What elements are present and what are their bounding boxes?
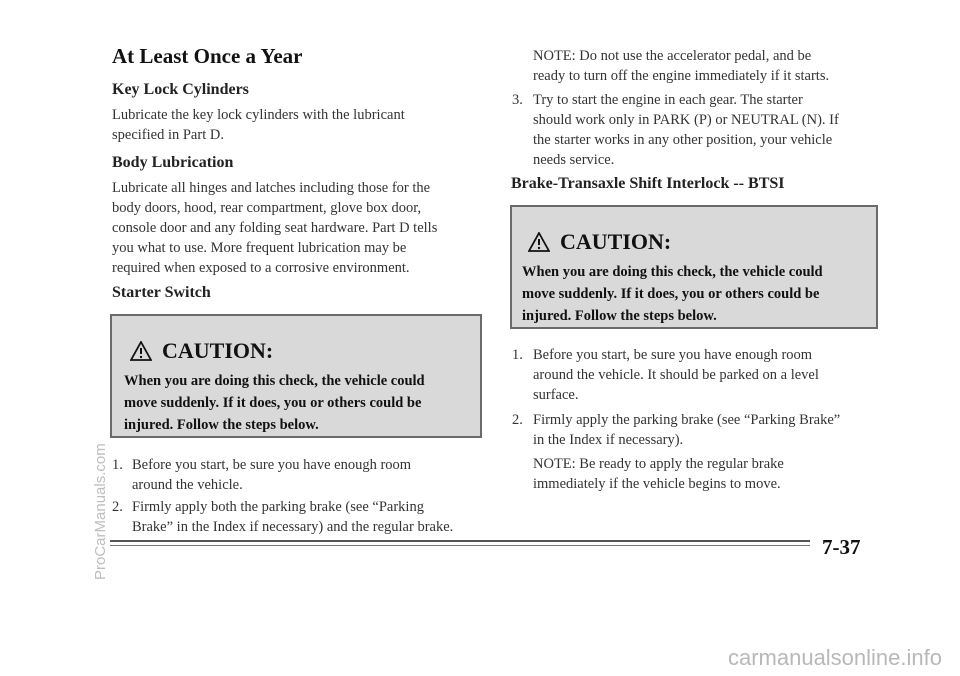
text-line: needs service.: [533, 152, 615, 168]
caution-title: [130, 338, 273, 364]
caution-box-left: [110, 314, 482, 438]
text-line: surface.: [533, 387, 579, 403]
key-lock-paragraph: [112, 105, 405, 145]
starter-switch-heading: Starter Switch: [112, 284, 211, 301]
footer-rule-thin: [110, 545, 810, 546]
text-line: you what to use. More frequent lubrication may be: [112, 240, 407, 256]
text-line: injured. Follow the steps below.: [124, 417, 319, 433]
text-line: move suddenly. If it does, you or others could be: [522, 286, 820, 302]
step-text: [533, 410, 840, 450]
caution-title: [528, 229, 671, 255]
step-number: 2.: [112, 499, 123, 515]
text-line: should work only in PARK (P) or NEUTRAL (N). If: [533, 112, 839, 128]
step-text: [533, 345, 819, 405]
caution-box-right: [510, 205, 878, 329]
text-line: NOTE: Be ready to apply the regular brake: [533, 456, 784, 472]
text-line: console door and any folding seat hardware. Part D tells: [112, 220, 438, 236]
text-line: around the vehicle. It should be parked on a level: [533, 367, 819, 383]
text-line: Firmly apply the parking brake (see “Parking Brake”: [533, 412, 841, 428]
caution-title-text: CAUTION:: [560, 229, 672, 254]
section-title: At Least Once a Year: [112, 44, 303, 68]
footer-rule: [110, 540, 810, 542]
bottom-watermark: carmanualsonline.info: [727, 645, 942, 670]
caution-title-text: CAUTION:: [162, 338, 274, 363]
page-number: 7-37: [822, 535, 861, 559]
body-lubrication-paragraph: [112, 178, 437, 278]
text-line: Before you start, be sure you have enough room: [533, 347, 813, 363]
text-line: Firmly apply both the parking brake (see “Parking: [132, 499, 424, 515]
step-text: [533, 90, 839, 170]
text-line: the starter works in any other position, your vehicle: [533, 132, 833, 148]
caution-text: [124, 370, 425, 436]
text-line: move suddenly. If it does, you or others could be: [124, 395, 422, 411]
step-number: 3.: [512, 92, 523, 108]
step-text: [132, 497, 453, 537]
caution-text: [522, 261, 823, 327]
step-number: 1.: [512, 347, 523, 363]
text-line: in the Index if necessary).: [533, 432, 684, 448]
body-lubrication-heading: Body Lubrication: [112, 154, 234, 171]
text-line: NOTE: Do not use the accelerator pedal, and be: [533, 48, 812, 64]
note-paragraph: [533, 454, 784, 494]
btsi-heading: Brake-Transaxle Shift Interlock -- BTSI: [511, 175, 785, 192]
text-line: around the vehicle.: [132, 477, 243, 493]
step-number: 1.: [112, 457, 123, 473]
text-line: When you are doing this check, the vehicle could: [124, 373, 425, 389]
text-line: When you are doing this check, the vehicle could: [522, 264, 823, 280]
side-watermark: ProCarManuals.com: [92, 443, 109, 580]
note-paragraph: [533, 46, 829, 86]
text-line: immediately if the vehicle begins to move.: [533, 476, 781, 492]
text-line: Try to start the engine in each gear. The starter: [533, 92, 803, 108]
text-line: Lubricate all hinges and latches including those for the: [112, 180, 431, 196]
key-lock-heading: Key Lock Cylinders: [112, 81, 249, 98]
text-line: Lubricate the key lock cylinders with the lubricant: [112, 107, 405, 123]
warning-triangle-icon: [528, 232, 550, 252]
text-line: Before you start, be sure you have enough room: [132, 457, 412, 473]
step-text: [132, 455, 411, 495]
text-line: body doors, hood, rear compartment, glove box door,: [112, 200, 422, 216]
text-line: required when exposed to a corrosive environment.: [112, 260, 410, 276]
text-line: injured. Follow the steps below.: [522, 308, 717, 324]
step-number: 2.: [512, 412, 523, 428]
text-line: ready to turn off the engine immediately if it starts.: [533, 68, 830, 84]
warning-triangle-icon: [130, 341, 152, 361]
text-line: specified in Part D.: [112, 127, 224, 143]
text-line: Brake” in the Index if necessary) and the regular brake.: [132, 519, 454, 535]
